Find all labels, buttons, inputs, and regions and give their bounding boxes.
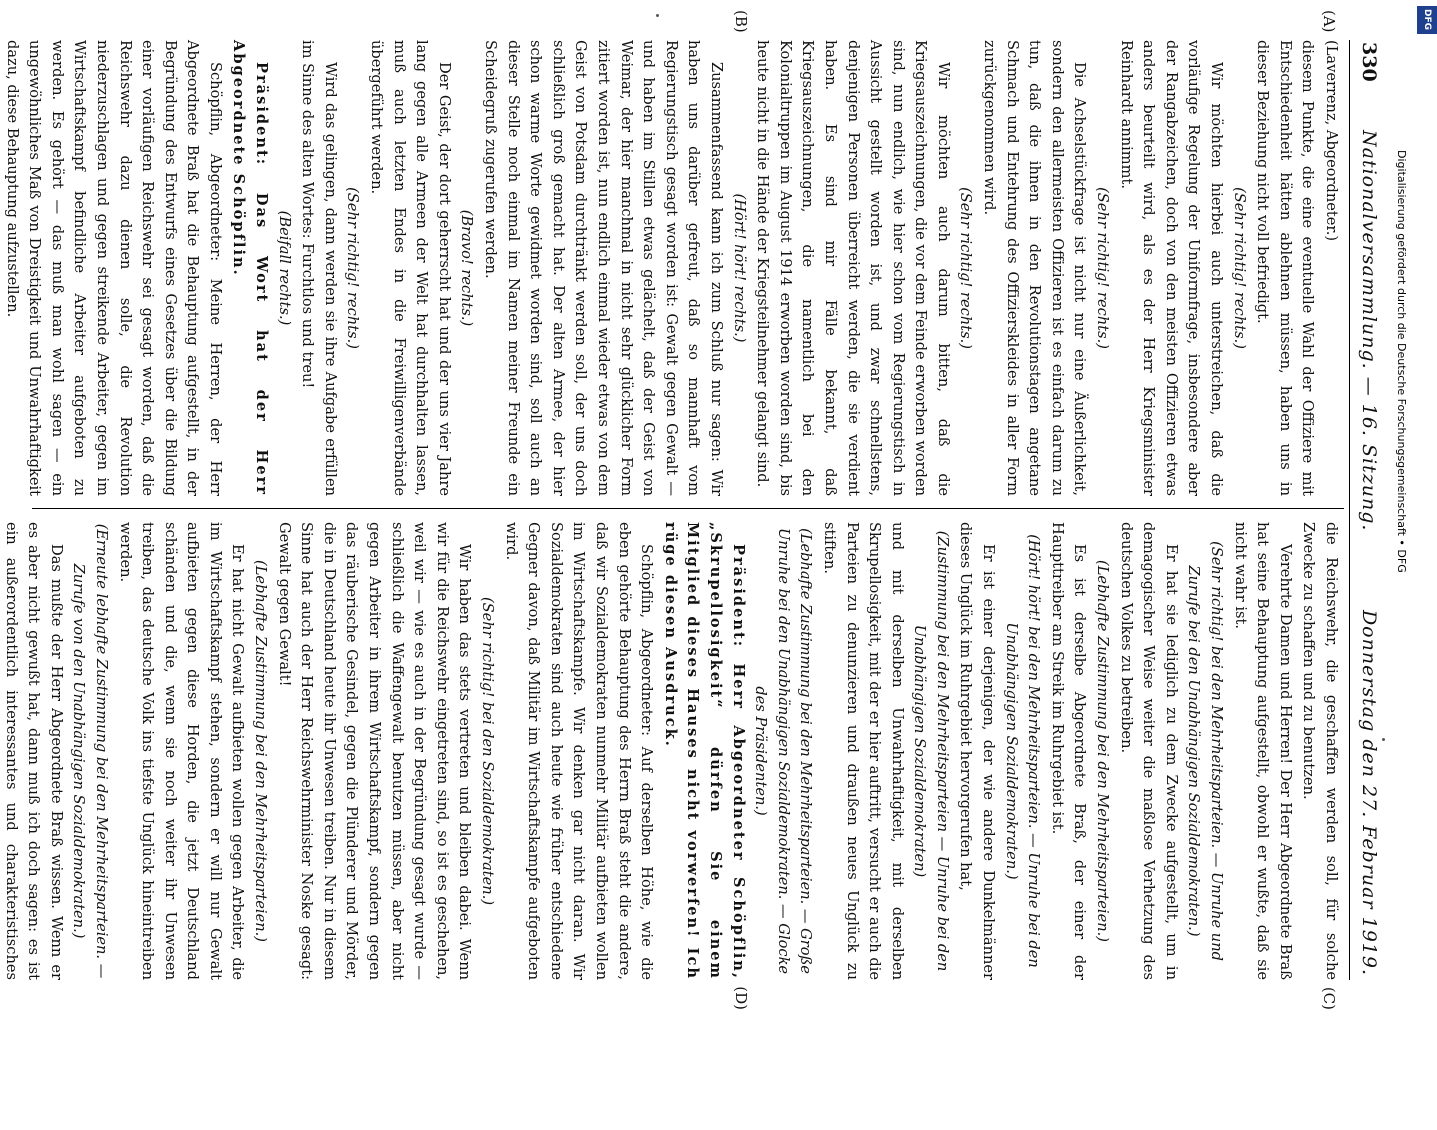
interjection: (Erneute lebhafte Zustimmung bei den Mehrheitsparteien. — Zurufe von den Unabhängigen Sozialdemokraten.) [70, 523, 110, 979]
interjection: (Bravo! rechts.) [458, 209, 476, 327]
margin-marker-d: (D) [732, 986, 750, 1010]
president-statement: Präsident: Das Wort hat der Herr Abgeordnete Schöpflin. [230, 40, 271, 496]
paragraph: Wird das gelingen, dann werden sie ihre Aufgabe erfüllen im Sinne des alten Wortes: Furchtlos und treu! [299, 40, 339, 496]
interjection: (Sehr richtig! rechts.) [957, 187, 975, 349]
margin-marker-b: (B) [732, 10, 750, 33]
paragraph: die Reichswehr, die geschaffen werden soll, für solche Zwecke zu schaffen und zu benutzen. [1300, 522, 1340, 980]
paragraph: Die Achselstückfrage ist nicht nur eine Äußerlichkeit, sondern den allermeisten Offizieren ist es einfach darum zu tun, daß die ihnen in den Revolutionstagen angetane Schmach und Entehrung des Offizierskleides in aller Form zurückgenommen wird. [981, 40, 1089, 496]
interjection: (Sehr richtig! bei den Sozialdemokraten.) [479, 596, 497, 906]
margin-marker-a: (A) [1320, 10, 1338, 33]
paragraph: Wir möchten hierbei auch unterstreichen, daß die vorläufige Regelung der Uniformfrage, insbesondere aber der Rangabzeichen, doch von den meisten Offizieren etwas anders beurteilt wird, als es der Herr Kriegsminister Reinhardt annimmt. [1117, 40, 1226, 496]
interjection: (Hört! hört! bei den Mehrheitsparteien. — Unruhe bei den Unabhängigen Sozialdemokraten.) [1002, 534, 1043, 968]
speech-schoepflin: Schöpflin, Abgeordneter: Meine Herren, der Herr Abgeordnete Braß hat die Behauptung aufgestellt, in der Begründung des Entwurfs eines Gesetzes über die Bildung einer vorläufigen Reichswehr sei gesagt worden, daß die Reichswehr dazu dienen solle, die Revolution niederzuschlagen und gegen streikende Arbeiter, gegen im Wirtschaftskampf befindliche Arbeiter aufgeboten zu werden. Es gehört — das muß man wohl sagen — ein ungewöhnliches Maß von Dreistigkeit und Unwahrhaftigkeit dazu, diese Behauptung aufzustellen. [3, 40, 224, 496]
interjection: (Sehr richtig! rechts.) [1094, 187, 1112, 349]
paragraph: Es ist derselbe Abgeordnete Braß, der einer der Haupttreiber am Streik im Ruhrgebiet ist. [1048, 522, 1089, 980]
paragraph: und mit derselben Unwahrhaftigkeit, mit derselben Skrupellosigkeit, mit der er hier auftritt, versucht er auch die Parteien zu denunzieren und draußen neues Unglück zu stiften. [820, 522, 906, 980]
paragraph: Wir haben das stets vertreten und bleiben dabei. Wenn wir für die Reichswehr eingetreten sind, so ist es geschehen, weil wir — wie es auch in der Begründung gesagt wurde — schließlich die Waffengewalt benutzen müssen, aber nicht gegen Arbeiter in ihrem Wirtschaftskampf, sondern gegen das räuberische Gesindel, gegen die Plünderer und Mörder, die in Deutschland heute ihr Unwesen treiben. Nur in diesem Sinne hat auch der Herr Reichswehrminister Noske gesagt: Gewalt gegen Gewalt! [275, 522, 474, 980]
paragraph: Das mußte der Herr Abgeordnete Braß wissen. Wenn er es aber nicht gewußt hat, dann muß ich doch sagen: es ist ein außerordentlich interessantes und charakteristisches [2, 522, 65, 980]
interjection: (Beifall rechts.) [275, 210, 293, 326]
session-title: Nationalversammlung. — 16. Sitzung. [1358, 130, 1380, 532]
digitization-credit: Digitalisierung gefördert durch die Deutsche Forschungsgemeinschaft • DFG [1395, 150, 1408, 573]
paragraph: Er hat sie lediglich zu dem Zwecke aufgestellt, um in demagogischer Weise weiter die maßlose Verhetzung des deutschen Volkes zu betreiben. [1117, 522, 1180, 980]
paragraph: Wir möchten auch darum bitten, daß die Kriegsauszeichnungen, die vor dem Feinde erworben worden sind, nun endlich, wie hier schon vom Regierungstisch in Aussicht gestellt worden ist, und zwar schnellstens, denjenigen Personen überreicht werden, die sie verdient haben. Es sind mir Fälle bekannt, daß Kriegsauszeichnungen, die namentlich bei den Kolonialtruppen im August 1914 erworben worden sind, bis heute nicht in die Hände der Kriegsteilnehmer gelangt sind. [754, 40, 952, 496]
interjection: (Lebhafte Zustimmung bei den Mehrheitsparteien.) [1094, 560, 1112, 942]
right-column [2, 522, 1342, 980]
interjection: (Zustimmung bei den Mehrheitsparteien — Unruhe bei den Unabhängigen Sozialdemokraten) [911, 530, 951, 972]
page-header [1349, 40, 1390, 980]
column-divider [32, 508, 1344, 509]
dfg-logo: DFG [1417, 6, 1437, 34]
rotated-page [2, 10, 1390, 1010]
interjection: (Hört! hört! rechts.) [730, 193, 748, 343]
speech-schoepflin: Schöpflin, Abgeordneter: Auf derselben Höhe, wie die eben gehörte Behauptung des Herrn Braß steht die andere, daß wir Sozialdemokraten nunmehr Militär aufbieten wollen im Wirtschaftskampfe. Wir denken gar nicht daran. Wir Sozialdemokraten sind auch heute wie früher entschiedene Gegner davon, daß Militär im Wirtschaftskampfe aufgeboten wird. [502, 522, 656, 980]
paragraph: Verehrte Damen und Herren! Der Herr Abgeordnete Braß hat seine Behauptung aufgestellt, obwohl er wußte, daß sie nicht wahr ist. [1231, 522, 1294, 980]
scan-speck [1382, 738, 1385, 741]
paragraph: Er hat nicht Gewalt aufbieten wollen gegen Arbeiter, die im Wirtschaftskampf stehen, sondern er will nur Gewalt aufbieten gegen diese Horden, die jetzt Deutschland schänden und die, wenn sie noch weiter ihr Unwesen treiben, das deutsche Volk ins tiefste Unglück hineintreiben werden. [116, 522, 247, 980]
interjection: (Sehr richtig! rechts.) [1230, 187, 1248, 349]
speaker-continuation: (Laverrenz, Abgeordneter.) [1323, 40, 1340, 242]
session-date: Donnerstag den 27. Februar 1919. [1358, 609, 1380, 976]
margin-marker-c: (C) [1320, 986, 1338, 1010]
paragraph: diesem Punkte, die eine eventuelle Wahl der Offiziere mit Entschiedenheit hätten ablehnen müssen, haben uns in dieser Beziehung nicht voll befriedigt. [1254, 40, 1317, 496]
interjection: (Sehr richtig! rechts.) [344, 187, 362, 349]
paragraph: Der Geist, der dort geherrscht hat und der uns vier Jahre lang gegen alle Armeen der Welt hat durchhalten lassen, muß auch letzten Endes in die Freiwilligenverbände übergeführt werden. [368, 40, 453, 496]
left-column [3, 40, 1342, 496]
president-statement: Präsident: Herr Abgeordneter Schöpflin, „Skrupellosigkeit“ dürfen Sie einem Mitglied dieses Hauses nicht vorwerfen! Ich rüge diesen Ausdruck. [661, 522, 747, 980]
paragraph: Er ist einer derjenigen, der wie andere Dunkelmänner dieses Unglück im Ruhrgebiet hervorgerufen hat, [957, 522, 998, 980]
paragraph: Zusammenfassend kann ich zum Schluß nur sagen: Wir haben uns darüber gefreut, daß so mannhaft vom Regierungstisch gesagt worden ist: Gewalt gegen Gewalt — und haben im Stillen etwas gelächelt, daß der Geist von Weimar, der hier manchmal in nicht sehr glücklicher Form zitiert worden ist, nun endlich einmal wieder etwas von dem Geist von Potsdam durchtränkt werden soll, der uns doch schließlich groß gemacht hat. Der alten Armee, der hier schon warme Worte gewidmet worden sind, soll auch an dieser Stelle noch einmal im Namen meiner Freunde ein Scheidegruß zugerufen werden. [482, 40, 725, 496]
interjection: (Lebhafte Zustimmung bei den Mehrheitsparteien.) [252, 560, 270, 942]
interjection: (Sehr richtig! bei den Mehrheitsparteien. — Unruhe und Zurufe bei den Unabhängigen Sozialdemokraten.) [1185, 541, 1226, 961]
page-number: 330 [1358, 42, 1380, 82]
scan-speck [656, 14, 659, 17]
interjection: (Lebhafte Zustimmung bei den Mehrheitsparteien. — Große Unruhe bei den Unabhängigen Sozialdemokraten. — Glocke des Präsidenten.) [752, 527, 815, 975]
